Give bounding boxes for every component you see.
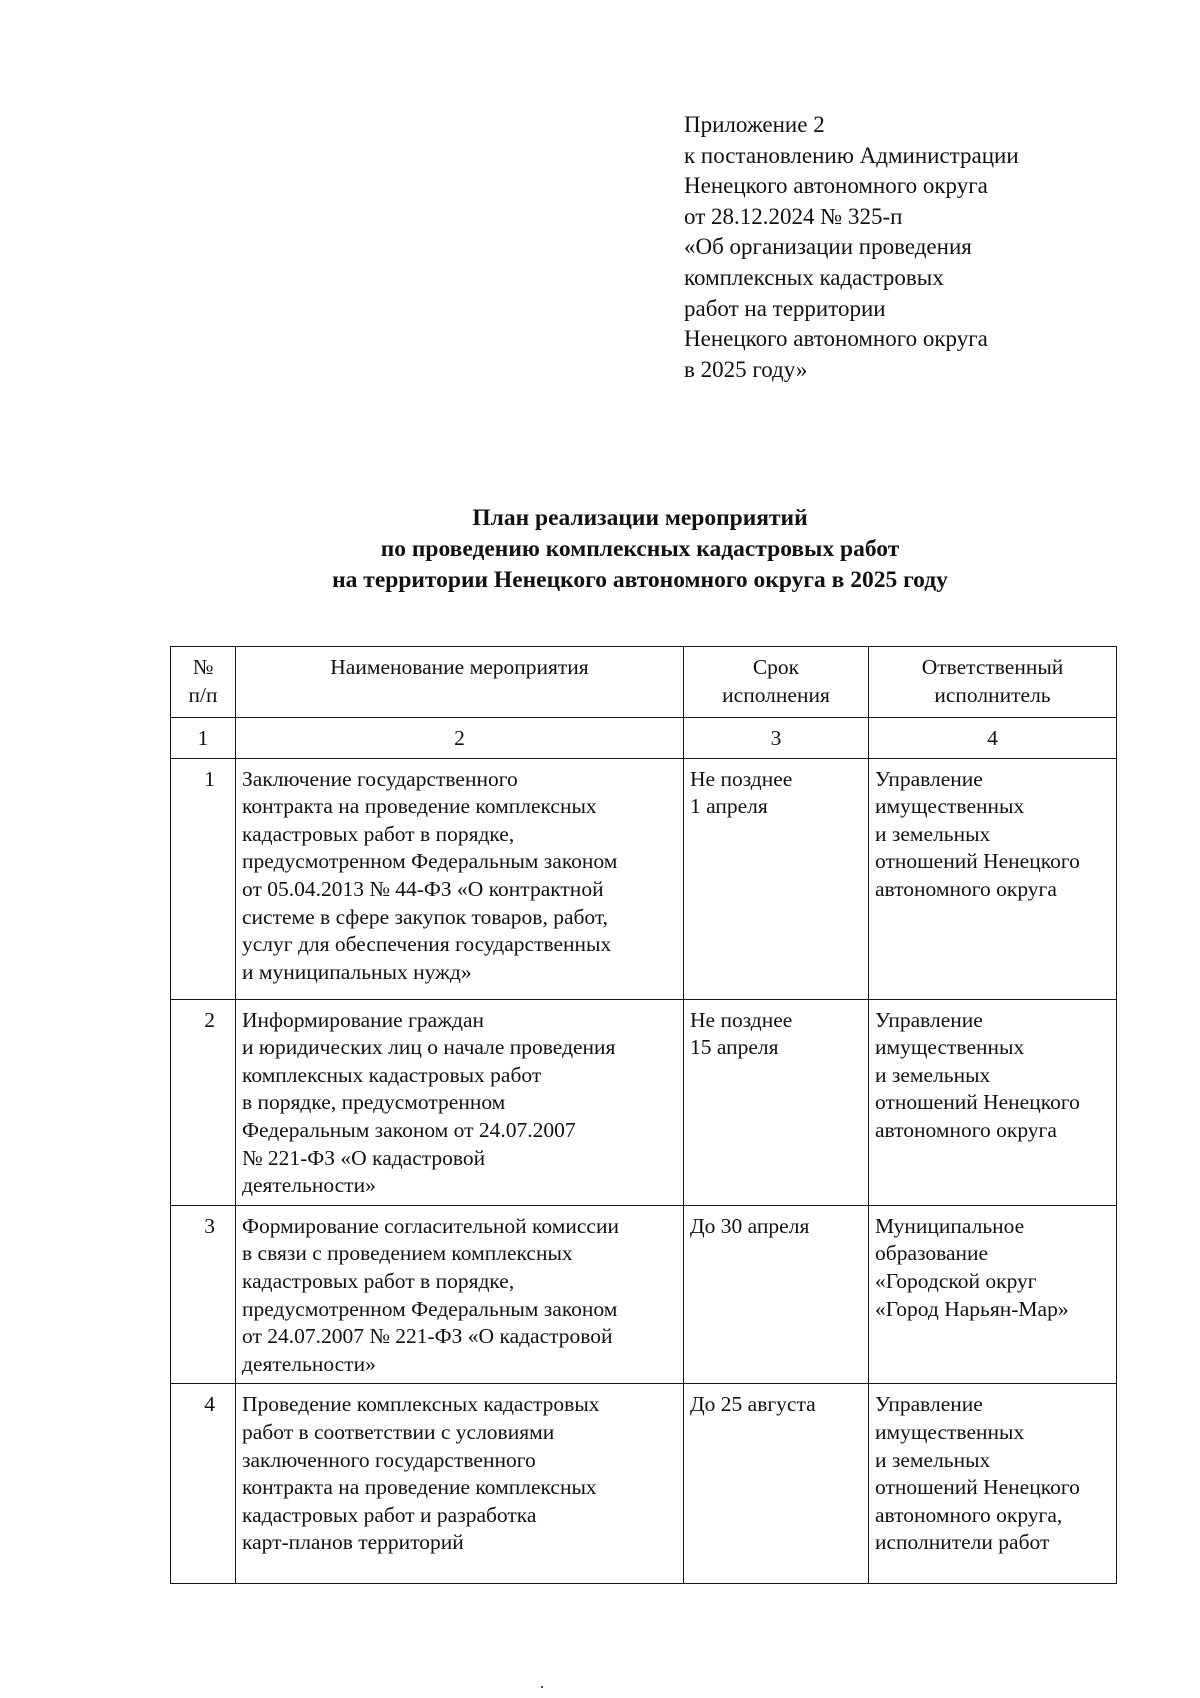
responsible-cell [869,1205,1117,1384]
cell-line: и земельных [875,1447,991,1472]
event-name-cell [236,1205,684,1384]
header-text: п/п [188,682,218,707]
event-name-cell [236,999,684,1205]
cell-line: образование [875,1241,989,1266]
cell-line: Не позднее [690,1007,793,1032]
cell-line: карт-планов территорий [242,1530,464,1555]
table-row [171,1384,1117,1584]
cell-line: услуг для обеспечения государственных [242,932,612,957]
header-responsible [869,647,1117,718]
column-number-row [171,718,1117,759]
cell-line: предусмотренном Федеральным законом [242,1296,618,1321]
cell-line: 1 апреля [690,794,768,819]
cell-line: Управление [875,1392,983,1417]
deadline-cell [684,758,869,999]
deadline-cell [684,999,869,1205]
cell-line: Управление [875,766,983,791]
cell-line: контракта на проведение комплексных [242,1475,597,1500]
table-row [171,758,1117,999]
title-line: План реализации мероприятий [472,505,808,531]
cell-line: предусмотренном Федеральным законом [242,849,618,874]
cell-line: автономного округа, [875,1502,1063,1527]
appendix-line: комплексных кадастровых [684,264,944,290]
cell-line: и земельных [875,1062,991,1087]
appendix-line: Ненецкого автономного округа [684,173,988,199]
cell-line: Не позднее [690,766,793,791]
row-number: 4 [171,1384,236,1584]
cell-line: имущественных [875,794,1025,819]
cell-line: кадастровых работ в порядке, [242,821,515,846]
table-row [171,1205,1117,1384]
cell-line: № 221-ФЗ «О кадастровой [242,1145,486,1170]
header-text: Ответственный [921,655,1064,679]
appendix-line: «Об организации проведения [684,234,972,260]
cell-line: контракта на проведение комплексных [242,794,597,819]
cell-line: в связи с проведением комплексных [242,1241,573,1266]
appendix-line: работ на территории [684,295,886,321]
cell-line: от 24.07.2007 № 221-ФЗ «О кадастровой [242,1324,613,1349]
appendix-line: Ненецкого автономного округа [684,326,988,352]
column-number: 3 [684,718,869,759]
cell-line: деятельности» [242,1173,376,1198]
cell-line: «Город Нарьян-Мар» [875,1296,1069,1321]
header-event-name [236,647,684,718]
cell-line: работ в соответствии с условиями [242,1419,555,1444]
cell-line: автономного округа [875,1117,1057,1142]
header-text: исполнитель [934,682,1051,707]
cell-line: отношений Ненецкого [875,849,1080,874]
cell-line: До 30 апреля [690,1213,810,1238]
header-text: Срок [752,655,800,679]
cell-line: заключенного государственного [242,1447,536,1472]
responsible-cell [869,999,1117,1205]
title-line: на территории Ненецкого автономного округа в 2025 году [332,567,948,593]
plan-table [170,646,1117,1584]
cell-line: системе в сфере закупок товаров, работ, [242,904,609,929]
row-number: 2 [171,999,236,1205]
cell-line: кадастровых работ и разработка [242,1502,537,1527]
cell-line: Информирование граждан [242,1007,485,1032]
header-number [171,647,236,718]
cell-line: Заключение государственного [242,766,518,791]
cell-line: Формирование согласительной комиссии [242,1213,619,1238]
title-line: по проведению комплексных кадастровых работ [380,536,900,562]
table-header-row [171,647,1117,718]
cell-line: имущественных [875,1035,1025,1060]
appendix-line: к постановлению Администрации [684,142,1019,168]
appendix-block [684,110,1124,385]
cell-line: комплексных кадастровых работ [242,1062,542,1087]
cell-line: имущественных [875,1419,1025,1444]
cell-line: деятельности» [242,1351,376,1376]
cell-line: исполнители работ [875,1530,1050,1555]
document-title [150,503,1130,596]
cell-line: от 05.04.2013 № 44-ФЗ «О контрактной [242,876,604,901]
appendix-line: от 28.12.2024 № 325-п [684,203,903,229]
table-row [171,999,1117,1205]
cell-line: кадастровых работ в порядке, [242,1268,515,1293]
cell-line: Проведение комплексных кадастровых [242,1392,600,1417]
cell-line: и муниципальных нужд» [242,959,472,984]
cell-line: и земельных [875,821,991,846]
header-text: исполнения [722,682,830,707]
header-text: Наименование мероприятия [330,655,589,679]
header-text: № [192,655,214,679]
appendix-line: Приложение 2 [684,112,825,137]
column-number: 1 [171,718,236,759]
cell-line: и юридических лиц о начале проведения [242,1035,616,1060]
cell-line: Управление [875,1007,983,1032]
event-name-cell [236,758,684,999]
scan-speck [541,1686,543,1688]
row-number: 1 [171,758,236,999]
cell-line: отношений Ненецкого [875,1475,1080,1500]
header-deadline [684,647,869,718]
cell-line: До 25 августа [690,1392,816,1417]
cell-line: 15 апреля [690,1035,779,1060]
cell-line: Муниципальное [875,1213,1025,1238]
cell-line: автономного округа [875,876,1057,901]
responsible-cell [869,758,1117,999]
column-number: 4 [869,718,1117,759]
cell-line: отношений Ненецкого [875,1090,1080,1115]
responsible-cell [869,1384,1117,1584]
event-name-cell [236,1384,684,1584]
cell-line: Федеральным законом от 24.07.2007 [242,1117,576,1142]
column-number: 2 [236,718,684,759]
cell-line: «Городской округ [875,1268,1037,1293]
appendix-line: в 2025 году» [684,356,808,382]
row-number: 3 [171,1205,236,1384]
cell-line: в порядке, предусмотренном [242,1090,506,1115]
deadline-cell [684,1205,869,1384]
deadline-cell [684,1384,869,1584]
